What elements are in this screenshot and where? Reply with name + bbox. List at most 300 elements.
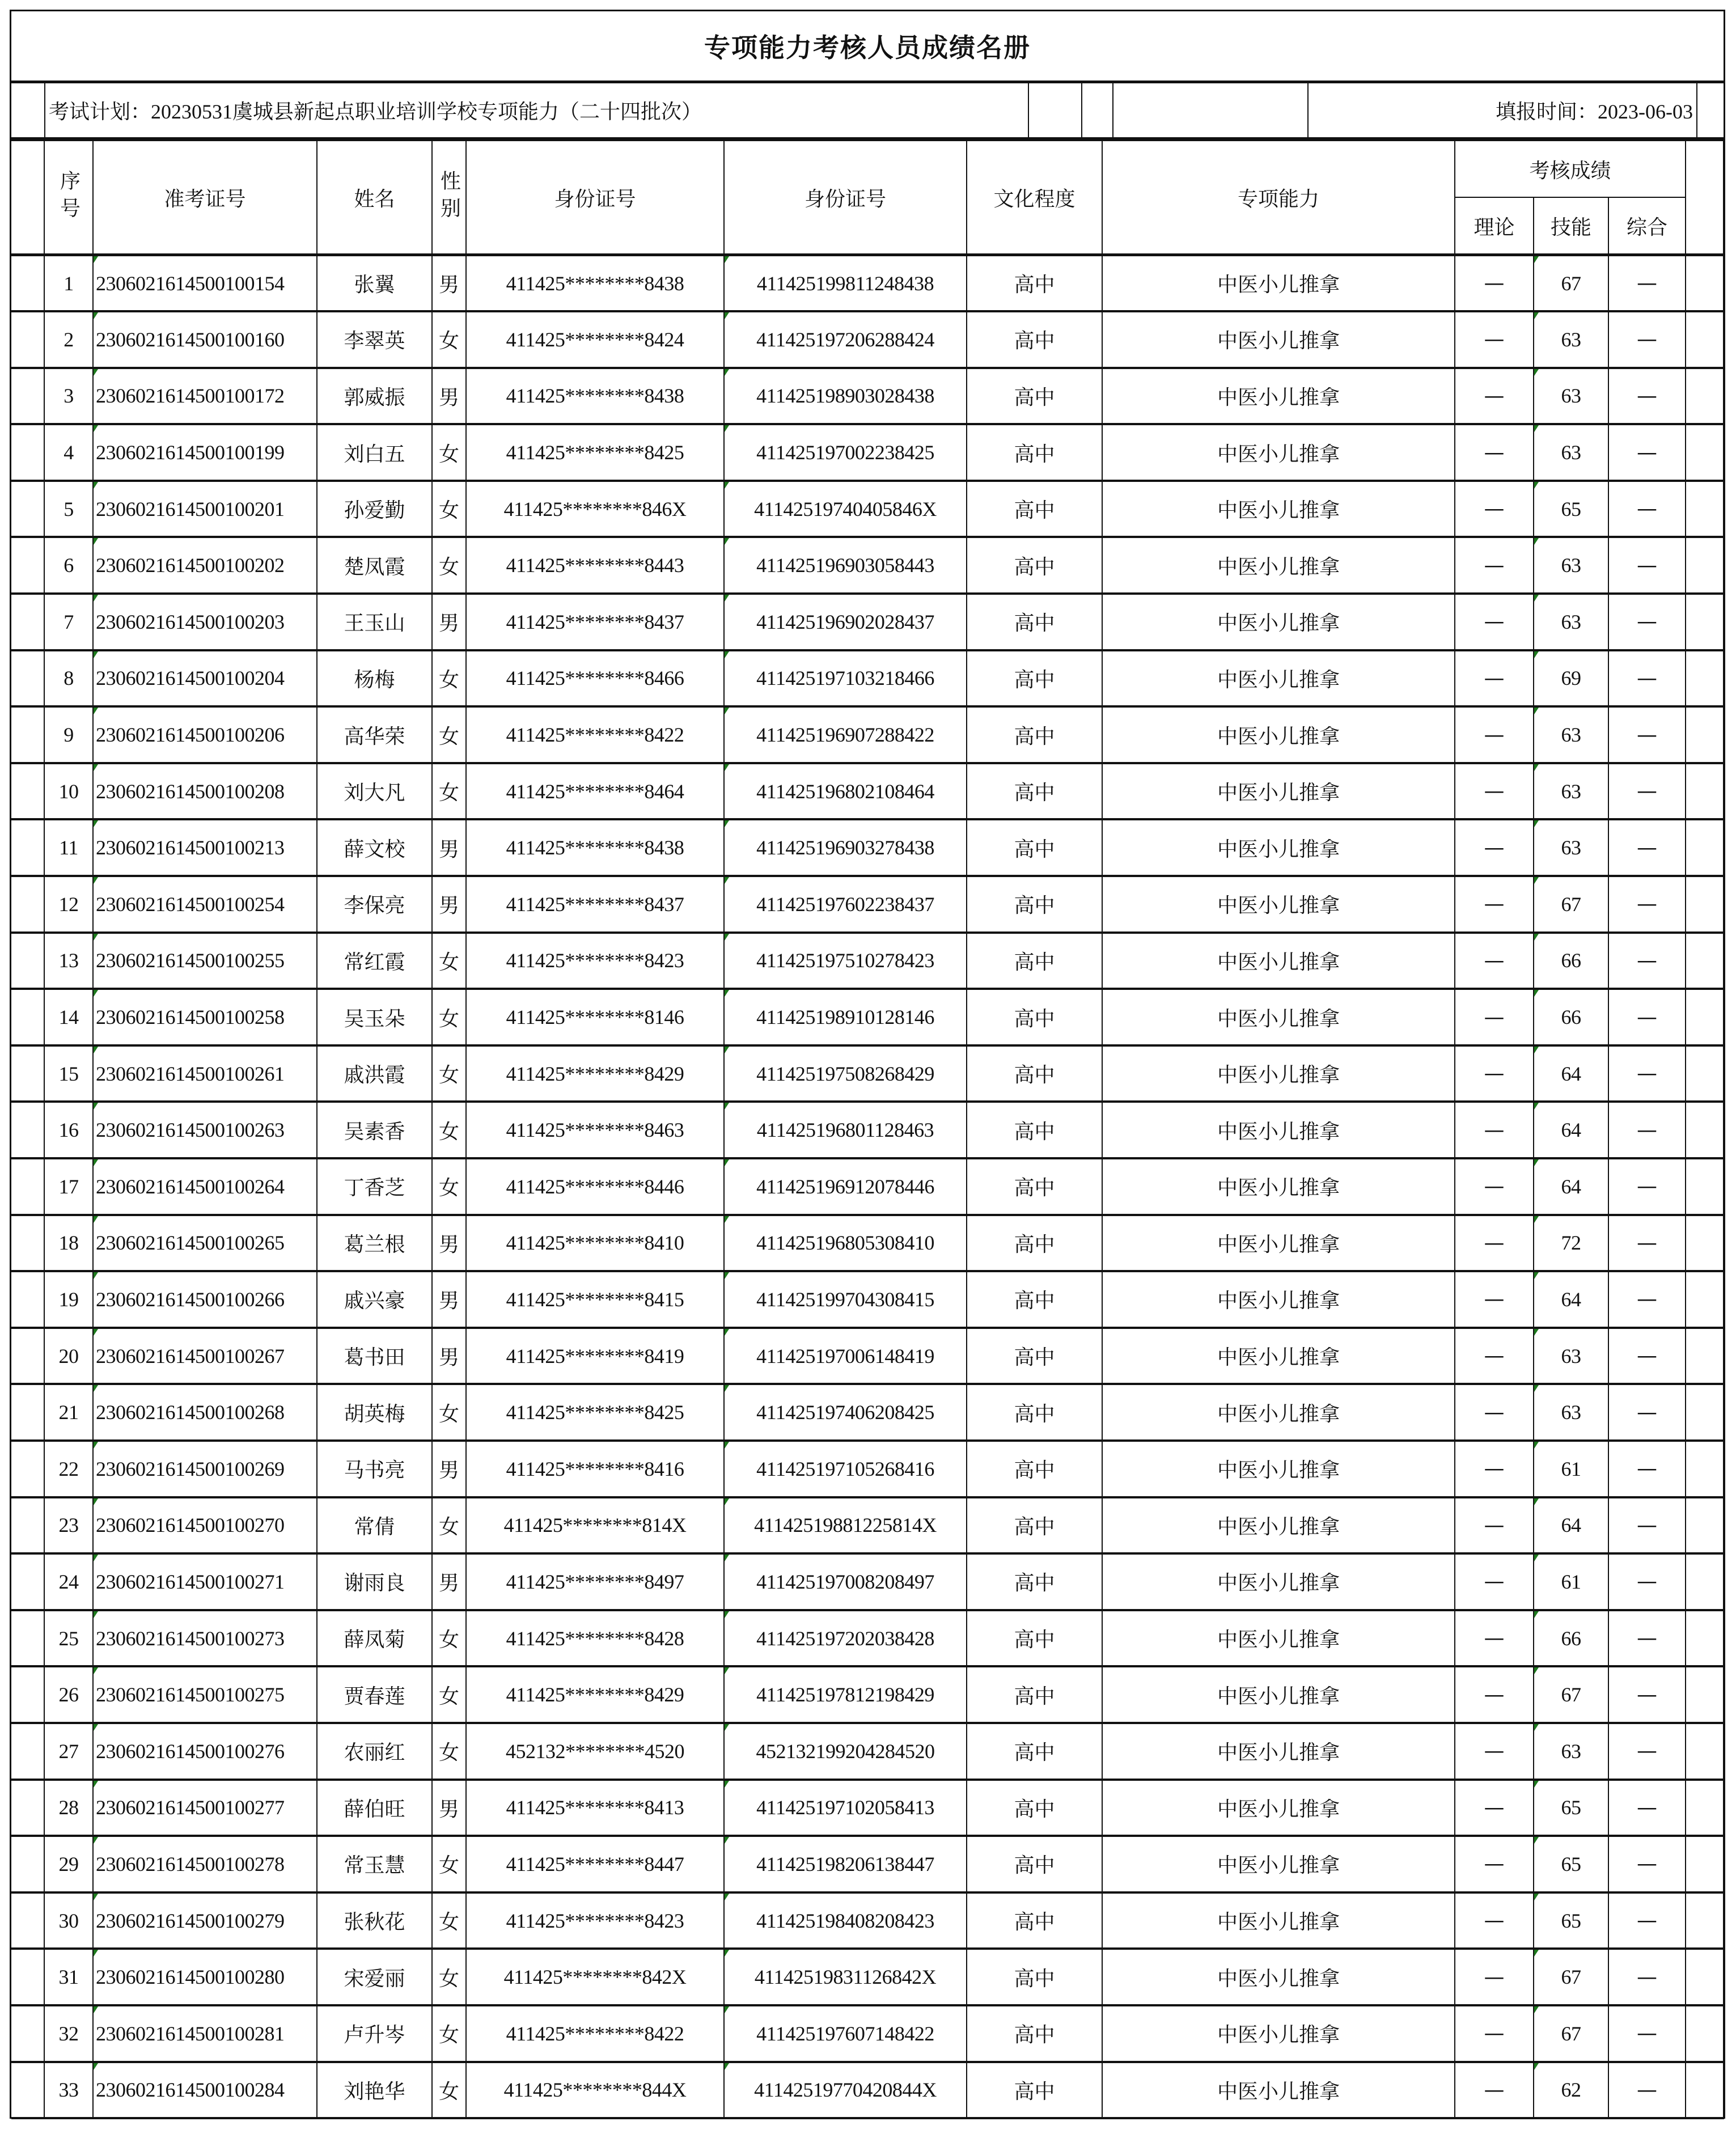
cell-name: 戚兴豪 (317, 1271, 432, 1328)
cell-practice: 64 (1534, 1271, 1608, 1328)
cell-gender: 女 (432, 1949, 466, 2005)
cell-theory: — (1455, 1723, 1534, 1780)
cell-skill: 中医小儿推拿 (1102, 2005, 1455, 2062)
info-empty-cell-3 (1112, 83, 1307, 137)
cell-exam-no: 2306021614500100202 (93, 537, 317, 594)
table-row (11, 1666, 1724, 1723)
cell-gender: 男 (432, 1553, 466, 1610)
margin-cell (11, 368, 44, 425)
cell-overall: — (1608, 1723, 1686, 1780)
table-row (11, 989, 1724, 1045)
cell-gender: 女 (432, 424, 466, 481)
table-row (11, 311, 1724, 368)
cell-name: 戚洪霞 (317, 1045, 432, 1102)
cell-skill: 中医小儿推拿 (1102, 1158, 1455, 1215)
cell-id-masked: 411425********8437 (466, 594, 724, 650)
cell-id-masked: 411425********8416 (466, 1441, 724, 1497)
table-row (11, 1158, 1724, 1215)
cell-skill: 中医小儿推拿 (1102, 1836, 1455, 1892)
cell-overall: — (1608, 989, 1686, 1045)
cell-theory: — (1455, 1610, 1534, 1667)
cell-id-masked: 411425********8429 (466, 1045, 724, 1102)
trailing-empty-cell (1686, 650, 1724, 707)
trailing-empty-cell (1686, 1666, 1724, 1723)
cell-skill: 中医小儿推拿 (1102, 706, 1455, 763)
cell-overall: — (1608, 1384, 1686, 1441)
table-row (11, 537, 1724, 594)
cell-exam-no: 2306021614500100199 (93, 424, 317, 481)
cell-practice: 65 (1534, 481, 1608, 537)
table-row (11, 706, 1724, 763)
cell-id-full: 411425196805308410 (724, 1215, 967, 1272)
cell-skill: 中医小儿推拿 (1102, 989, 1455, 1045)
cell-seq: 22 (44, 1441, 93, 1497)
cell-skill: 中医小儿推拿 (1102, 819, 1455, 876)
margin-cell (11, 1723, 44, 1780)
cell-name: 孙爱勤 (317, 481, 432, 537)
cell-gender: 女 (432, 1723, 466, 1780)
cell-seq: 17 (44, 1158, 93, 1215)
cell-skill: 中医小儿推拿 (1102, 481, 1455, 537)
margin-cell (11, 819, 44, 876)
cell-education: 高中 (967, 1045, 1102, 1102)
cell-gender: 女 (432, 1836, 466, 1892)
cell-education: 高中 (967, 1780, 1102, 1836)
cell-exam-no: 2306021614500100268 (93, 1384, 317, 1441)
margin-cell (11, 876, 44, 933)
cell-gender: 男 (432, 1271, 466, 1328)
cell-id-full: 411425196907288422 (724, 706, 967, 763)
cell-id-full: 411425197602238437 (724, 876, 967, 933)
cell-overall: — (1608, 481, 1686, 537)
cell-skill: 中医小儿推拿 (1102, 1384, 1455, 1441)
cell-exam-no: 2306021614500100261 (93, 1045, 317, 1102)
cell-gender: 女 (432, 1102, 466, 1158)
trailing-empty-cell (1686, 1723, 1724, 1780)
margin-cell (11, 763, 44, 820)
cell-overall: — (1608, 1045, 1686, 1102)
cell-overall: — (1608, 1158, 1686, 1215)
table-row (11, 1384, 1724, 1441)
margin-cell (11, 1215, 44, 1272)
cell-skill: 中医小儿推拿 (1102, 255, 1455, 312)
cell-id-masked: 411425********8424 (466, 311, 724, 368)
trailing-empty-cell (1686, 763, 1724, 820)
cell-seq: 4 (44, 424, 93, 481)
margin-cell (11, 2062, 44, 2119)
cell-exam-no: 2306021614500100267 (93, 1328, 317, 1384)
table-row (11, 1553, 1724, 1610)
cell-id-masked: 411425********8446 (466, 1158, 724, 1215)
cell-overall: — (1608, 1102, 1686, 1158)
cell-exam-no: 2306021614500100271 (93, 1553, 317, 1610)
cell-id-full: 41142519740405846X (724, 481, 967, 537)
cell-gender: 女 (432, 1892, 466, 1949)
cell-skill: 中医小儿推拿 (1102, 1666, 1455, 1723)
cell-seq: 16 (44, 1102, 93, 1158)
trailing-empty-cell (1686, 933, 1724, 989)
margin-cell (11, 650, 44, 707)
cell-exam-no: 2306021614500100255 (93, 933, 317, 989)
margin-cell (11, 1836, 44, 1892)
margin-cell (11, 1497, 44, 1554)
cell-id-masked: 411425********8443 (466, 537, 724, 594)
margin-cell (11, 1666, 44, 1723)
cell-practice: 64 (1534, 1045, 1608, 1102)
cell-seq: 12 (44, 876, 93, 933)
trailing-empty-cell (1686, 1441, 1724, 1497)
col-header-gender: 性别 (432, 141, 466, 255)
cell-overall: — (1608, 424, 1686, 481)
cell-exam-no: 2306021614500100270 (93, 1497, 317, 1554)
cell-theory: — (1455, 1158, 1534, 1215)
margin-cell (11, 311, 44, 368)
cell-theory: — (1455, 1892, 1534, 1949)
trailing-empty-header (1686, 141, 1724, 255)
cell-id-masked: 411425********8425 (466, 424, 724, 481)
page-title: 专项能力考核人员成绩名册 (11, 11, 1724, 83)
table-row (11, 424, 1724, 481)
cell-id-full: 411425197002238425 (724, 424, 967, 481)
cell-overall: — (1608, 1497, 1686, 1554)
cell-seq: 28 (44, 1780, 93, 1836)
table-row (11, 481, 1724, 537)
cell-theory: — (1455, 763, 1534, 820)
cell-overall: — (1608, 933, 1686, 989)
cell-exam-no: 2306021614500100264 (93, 1158, 317, 1215)
cell-exam-no: 2306021614500100172 (93, 368, 317, 425)
cell-practice: 65 (1534, 1836, 1608, 1892)
col-header-exam-no: 准考证号 (93, 141, 317, 255)
table-body (11, 255, 1724, 2119)
cell-id-masked: 411425********844X (466, 2062, 724, 2119)
cell-education: 高中 (967, 1497, 1102, 1554)
cell-gender: 男 (432, 1780, 466, 1836)
margin-cell (11, 2005, 44, 2062)
table-row (11, 763, 1724, 820)
margin-cell (11, 1158, 44, 1215)
cell-seq: 18 (44, 1215, 93, 1272)
cell-overall: — (1608, 1271, 1686, 1328)
cell-skill: 中医小儿推拿 (1102, 1553, 1455, 1610)
trailing-empty-cell (1686, 1949, 1724, 2005)
cell-practice: 63 (1534, 1723, 1608, 1780)
trailing-empty-cell (1686, 1328, 1724, 1384)
cell-theory: — (1455, 933, 1534, 989)
cell-id-full: 41142519770420844X (724, 2062, 967, 2119)
cell-education: 高中 (967, 424, 1102, 481)
cell-id-full: 411425197206288424 (724, 311, 967, 368)
cell-gender: 男 (432, 876, 466, 933)
info-empty-cell-4 (1696, 83, 1724, 137)
cell-education: 高中 (967, 1102, 1102, 1158)
cell-exam-no: 2306021614500100206 (93, 706, 317, 763)
cell-education: 高中 (967, 1892, 1102, 1949)
trailing-empty-cell (1686, 1553, 1724, 1610)
cell-overall: — (1608, 706, 1686, 763)
cell-name: 谢雨良 (317, 1553, 432, 1610)
cell-name: 吴素香 (317, 1102, 432, 1158)
cell-name: 薛文校 (317, 819, 432, 876)
cell-gender: 女 (432, 1384, 466, 1441)
cell-education: 高中 (967, 311, 1102, 368)
cell-id-full: 411425197202038428 (724, 1610, 967, 1667)
cell-id-masked: 411425********8146 (466, 989, 724, 1045)
cell-exam-no: 2306021614500100213 (93, 819, 317, 876)
cell-practice: 63 (1534, 1384, 1608, 1441)
cell-seq: 23 (44, 1497, 93, 1554)
trailing-empty-cell (1686, 594, 1724, 650)
cell-exam-no: 2306021614500100201 (93, 481, 317, 537)
cell-id-full: 411425197006148419 (724, 1328, 967, 1384)
cell-theory: — (1455, 2062, 1534, 2119)
cell-education: 高中 (967, 1215, 1102, 1272)
cell-overall: — (1608, 2005, 1686, 2062)
trailing-empty-cell (1686, 368, 1724, 425)
margin-cell (11, 255, 44, 312)
trailing-empty-cell (1686, 1102, 1724, 1158)
cell-seq: 19 (44, 1271, 93, 1328)
trailing-empty-cell (1686, 537, 1724, 594)
info-row (11, 83, 1724, 140)
cell-education: 高中 (967, 650, 1102, 707)
cell-practice: 64 (1534, 1102, 1608, 1158)
cell-practice: 72 (1534, 1215, 1608, 1272)
cell-overall: — (1608, 255, 1686, 312)
cell-name: 李翠英 (317, 311, 432, 368)
cell-skill: 中医小儿推拿 (1102, 876, 1455, 933)
trailing-empty-cell (1686, 481, 1724, 537)
cell-id-masked: 411425********8438 (466, 819, 724, 876)
cell-education: 高中 (967, 1158, 1102, 1215)
col-header-seq: 序号 (44, 141, 93, 255)
cell-seq: 13 (44, 933, 93, 989)
cell-theory: — (1455, 1045, 1534, 1102)
cell-practice: 63 (1534, 819, 1608, 876)
trailing-empty-cell (1686, 2005, 1724, 2062)
cell-education: 高中 (967, 819, 1102, 876)
cell-seq: 27 (44, 1723, 93, 1780)
cell-education: 高中 (967, 2062, 1102, 2119)
cell-id-full: 411425198910128146 (724, 989, 967, 1045)
cell-practice: 66 (1534, 1610, 1608, 1667)
cell-overall: — (1608, 1441, 1686, 1497)
cell-overall: — (1608, 763, 1686, 820)
cell-name: 张翼 (317, 255, 432, 312)
cell-gender: 女 (432, 1045, 466, 1102)
cell-overall: — (1608, 876, 1686, 933)
cell-seq: 3 (44, 368, 93, 425)
cell-skill: 中医小儿推拿 (1102, 1610, 1455, 1667)
col-header-education: 文化程度 (967, 141, 1102, 255)
margin-cell (11, 1441, 44, 1497)
cell-id-masked: 411425********8438 (466, 255, 724, 312)
cell-overall: — (1608, 819, 1686, 876)
trailing-empty-cell (1686, 1271, 1724, 1328)
cell-theory: — (1455, 1328, 1534, 1384)
cell-practice: 67 (1534, 1949, 1608, 2005)
cell-id-full: 411425198408208423 (724, 1892, 967, 1949)
cell-practice: 63 (1534, 763, 1608, 820)
cell-gender: 男 (432, 1215, 466, 1272)
cell-education: 高中 (967, 481, 1102, 537)
cell-name: 刘艳华 (317, 2062, 432, 2119)
table-row (11, 819, 1724, 876)
cell-skill: 中医小儿推拿 (1102, 1102, 1455, 1158)
cell-gender: 女 (432, 311, 466, 368)
cell-id-masked: 411425********842X (466, 1949, 724, 2005)
cell-exam-no: 2306021614500100254 (93, 876, 317, 933)
col-header-skill: 专项能力 (1102, 141, 1455, 255)
cell-skill: 中医小儿推拿 (1102, 1780, 1455, 1836)
trailing-empty-cell (1686, 706, 1724, 763)
cell-education: 高中 (967, 706, 1102, 763)
cell-id-masked: 411425********814X (466, 1497, 724, 1554)
cell-theory: — (1455, 311, 1534, 368)
cell-exam-no: 2306021614500100258 (93, 989, 317, 1045)
table-row (11, 368, 1724, 425)
margin-cell (11, 1610, 44, 1667)
cell-practice: 67 (1534, 1666, 1608, 1723)
cell-gender: 女 (432, 706, 466, 763)
table-row (11, 1441, 1724, 1497)
cell-education: 高中 (967, 763, 1102, 820)
cell-gender: 女 (432, 2062, 466, 2119)
cell-exam-no: 2306021614500100276 (93, 1723, 317, 1780)
cell-gender: 女 (432, 1666, 466, 1723)
table-row (11, 1723, 1724, 1780)
margin-cell (11, 1892, 44, 1949)
cell-theory: — (1455, 1384, 1534, 1441)
cell-name: 葛兰根 (317, 1215, 432, 1272)
table-row (11, 1949, 1724, 2005)
cell-id-masked: 411425********8410 (466, 1215, 724, 1272)
cell-education: 高中 (967, 255, 1102, 312)
cell-theory: — (1455, 650, 1534, 707)
cell-name: 常玉慧 (317, 1836, 432, 1892)
cell-education: 高中 (967, 933, 1102, 989)
cell-overall: — (1608, 368, 1686, 425)
cell-id-masked: 411425********8422 (466, 706, 724, 763)
cell-practice: 61 (1534, 1441, 1608, 1497)
cell-gender: 女 (432, 481, 466, 537)
cell-exam-no: 2306021614500100263 (93, 1102, 317, 1158)
col-header-overall: 综合 (1608, 197, 1686, 255)
cell-id-masked: 411425********8466 (466, 650, 724, 707)
cell-seq: 24 (44, 1553, 93, 1610)
cell-id-full: 452132199204284520 (724, 1723, 967, 1780)
cell-name: 马书亮 (317, 1441, 432, 1497)
cell-id-masked: 411425********846X (466, 481, 724, 537)
col-header-practice: 技能 (1534, 197, 1608, 255)
cell-exam-no: 2306021614500100281 (93, 2005, 317, 2062)
table-row (11, 1328, 1724, 1384)
cell-seq: 33 (44, 2062, 93, 2119)
cell-education: 高中 (967, 1610, 1102, 1667)
cell-id-masked: 411425********8425 (466, 1384, 724, 1441)
cell-theory: — (1455, 1497, 1534, 1554)
cell-practice: 69 (1534, 650, 1608, 707)
cell-id-full: 411425196903278438 (724, 819, 967, 876)
cell-id-masked: 411425********8422 (466, 2005, 724, 2062)
cell-gender: 男 (432, 1441, 466, 1497)
cell-seq: 5 (44, 481, 93, 537)
cell-name: 农丽红 (317, 1723, 432, 1780)
cell-skill: 中医小儿推拿 (1102, 368, 1455, 425)
table-row (11, 1610, 1724, 1667)
cell-gender: 男 (432, 255, 466, 312)
table-row (11, 876, 1724, 933)
table-row (11, 1045, 1724, 1102)
cell-skill: 中医小儿推拿 (1102, 1723, 1455, 1780)
cell-education: 高中 (967, 594, 1102, 650)
cell-exam-no: 2306021614500100265 (93, 1215, 317, 1272)
cell-exam-no: 2306021614500100154 (93, 255, 317, 312)
cell-id-full: 411425197510278423 (724, 933, 967, 989)
cell-theory: — (1455, 1836, 1534, 1892)
exam-plan-label: 考试计划：20230531虞城县新起点职业培训学校专项能力（二十四批次） (44, 83, 1028, 137)
cell-name: 薛伯旺 (317, 1780, 432, 1836)
trailing-empty-cell (1686, 424, 1724, 481)
info-empty-cell-2 (1081, 83, 1112, 137)
margin-cell (11, 933, 44, 989)
cell-practice: 64 (1534, 1158, 1608, 1215)
table-row (11, 2005, 1724, 2062)
cell-education: 高中 (967, 1271, 1102, 1328)
cell-exam-no: 2306021614500100203 (93, 594, 317, 650)
cell-id-full: 411425197607148422 (724, 2005, 967, 2062)
cell-seq: 6 (44, 537, 93, 594)
cell-practice: 67 (1534, 2005, 1608, 2062)
trailing-empty-cell (1686, 2062, 1724, 2119)
trailing-empty-cell (1686, 1158, 1724, 1215)
table-row (11, 933, 1724, 989)
col-header-id-full: 身份证号 (724, 141, 967, 255)
margin-cell (11, 537, 44, 594)
cell-theory: — (1455, 819, 1534, 876)
cell-practice: 63 (1534, 368, 1608, 425)
cell-exam-no: 2306021614500100277 (93, 1780, 317, 1836)
cell-education: 高中 (967, 1441, 1102, 1497)
cell-seq: 32 (44, 2005, 93, 2062)
trailing-empty-cell (1686, 1892, 1724, 1949)
margin-cell (11, 989, 44, 1045)
cell-skill: 中医小儿推拿 (1102, 1215, 1455, 1272)
cell-overall: — (1608, 1553, 1686, 1610)
cell-id-masked: 411425********8413 (466, 1780, 724, 1836)
cell-seq: 2 (44, 311, 93, 368)
col-header-name: 姓名 (317, 141, 432, 255)
cell-id-masked: 411425********8463 (466, 1102, 724, 1158)
cell-theory: — (1455, 989, 1534, 1045)
cell-overall: — (1608, 311, 1686, 368)
cell-skill: 中医小儿推拿 (1102, 594, 1455, 650)
cell-name: 常红霞 (317, 933, 432, 989)
cell-seq: 10 (44, 763, 93, 820)
cell-exam-no: 2306021614500100280 (93, 1949, 317, 2005)
cell-practice: 64 (1534, 1497, 1608, 1554)
cell-practice: 63 (1534, 537, 1608, 594)
cell-skill: 中医小儿推拿 (1102, 537, 1455, 594)
info-empty-cell-1 (1028, 83, 1081, 137)
cell-practice: 63 (1534, 311, 1608, 368)
cell-exam-no: 2306021614500100278 (93, 1836, 317, 1892)
cell-name: 丁香芝 (317, 1158, 432, 1215)
cell-practice: 63 (1534, 706, 1608, 763)
cell-theory: — (1455, 876, 1534, 933)
cell-name: 李保亮 (317, 876, 432, 933)
cell-id-masked: 411425********8415 (466, 1271, 724, 1328)
